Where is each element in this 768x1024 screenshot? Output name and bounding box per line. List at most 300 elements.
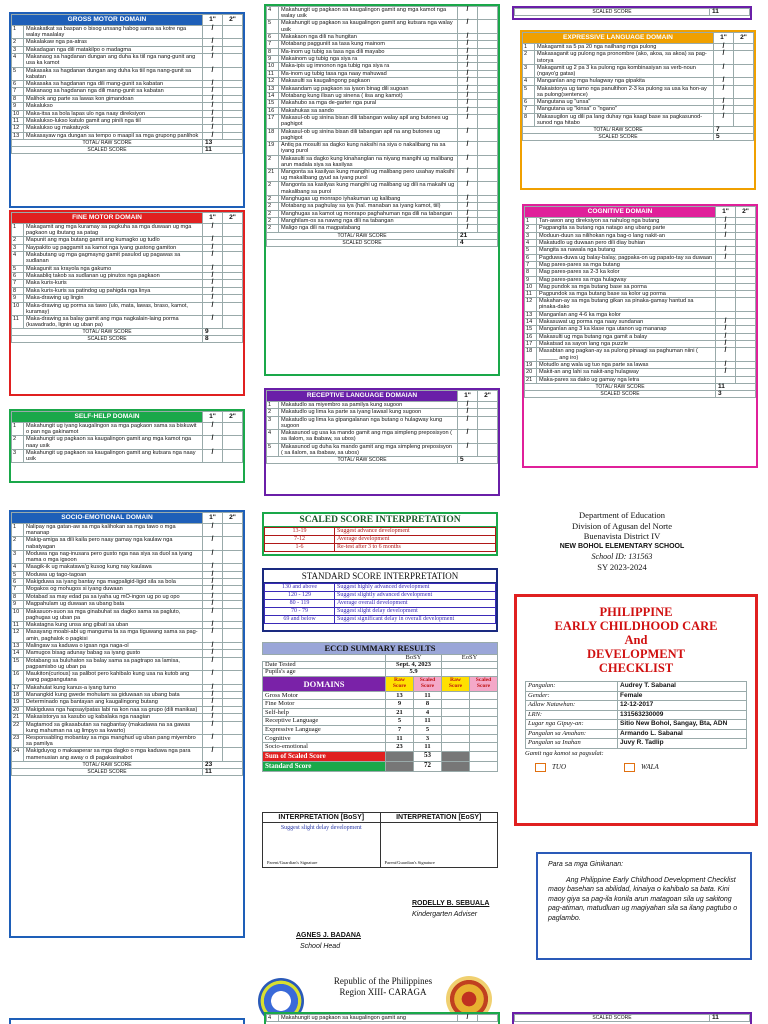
first-eval-check[interactable]: / [203,748,223,761]
second-eval-check[interactable] [734,113,754,126]
first-eval-check[interactable]: / [714,99,734,106]
first-eval-check[interactable]: / [458,182,478,195]
first-eval-check[interactable]: / [203,657,223,670]
first-eval-check[interactable]: / [203,571,223,578]
first-eval-check[interactable]: / [458,115,478,128]
second-eval-check[interactable] [736,361,756,368]
second-eval-check[interactable] [223,650,243,657]
second-eval-check[interactable] [734,64,754,77]
second-eval-check[interactable] [478,41,498,48]
first-eval-check[interactable]: / [203,721,223,734]
item-text: Makatsad sa sayon lang nga puzzle [537,341,716,348]
first-eval-check[interactable]: / [458,195,478,202]
second-eval-check[interactable] [223,671,243,684]
second-eval-check[interactable] [223,287,243,294]
second-eval-check[interactable] [478,430,498,443]
second-eval-check[interactable] [223,629,243,642]
second-eval-check[interactable] [478,168,498,181]
field-value[interactable]: Juvy R. Tadlip [618,739,747,749]
interp-row [265,600,496,608]
second-eval-check[interactable] [223,714,243,721]
first-eval-check[interactable]: / [716,232,736,239]
second-eval-check[interactable] [223,316,243,329]
first-eval-check[interactable]: / [714,44,734,51]
item-text: Mangonta sa kasilyas kung mangihi ug malibang ug dili na makaihi ug makalibang sa purol [279,182,458,195]
first-eval-check[interactable]: / [203,39,223,46]
item-text: Pagpundok sa mga butang base sa kolor ug porma [537,291,716,298]
second-eval-check[interactable] [478,203,498,210]
second-eval-check[interactable] [736,348,756,361]
cover-title-4: DEVELOPMENT [587,647,685,661]
second-eval-check[interactable] [736,232,756,239]
first-eval-check[interactable]: / [203,280,223,287]
second-eval-check[interactable] [223,244,243,251]
first-eval-check[interactable]: / [458,128,478,141]
first-eval-check[interactable]: / [458,20,478,33]
second-eval-check[interactable] [736,318,756,325]
second-eval-check[interactable] [478,155,498,168]
interp-row [265,528,496,536]
first-eval-check[interactable]: / [203,550,223,563]
message-body: Ang Philippine Early Childhood Development Checklist maoy basehan sa abilidad, kinaiya o kahibalo sa bata. Kini maoy giya sa pag-ila konila arun matagoan sila ug sakitong pag-atiman, matudluan ug magiyahan sila sa ilang pagtubo o paglambo. [548,876,738,922]
second-eval-check[interactable] [223,608,243,621]
second-eval-check[interactable] [223,721,243,734]
item-number: 3 [12,449,24,462]
item-text: Makahungit ug pagkaon sa kaugalingon gamit ang kutsara nga naay usik [24,449,203,462]
item-text: Makalukso-lukso katulo gamit ang pinili nga tiil [24,118,203,125]
cover-title-1: PHILIPPINE [599,605,673,619]
second-eval-check[interactable] [478,33,498,40]
first-eval-check[interactable]: / [458,48,478,55]
first-eval-check[interactable]: / [203,95,223,102]
item-text: Mamugos bisag adunay babag sa iyang gusto [24,650,203,657]
second-eval-check[interactable] [223,95,243,102]
second-eval-check[interactable] [478,402,498,409]
first-eval-check[interactable]: / [203,88,223,95]
item-number: 10 [12,302,24,315]
second-eval-check[interactable] [478,48,498,55]
standard-score-row-value: 72 [414,761,442,771]
first-eval-check[interactable]: / [203,67,223,80]
second-eval-check[interactable] [223,436,243,449]
first-eval-check[interactable]: / [203,706,223,713]
second-eval-check[interactable] [223,564,243,571]
first-eval-check[interactable]: / [716,361,736,368]
second-eval-check[interactable] [478,210,498,217]
second-eval-check[interactable] [478,7,498,20]
second-eval-check[interactable] [223,691,243,698]
item-number: 2 [267,155,279,168]
score-meaning: Suggest slight delay development [335,608,496,616]
second-eval-check[interactable] [734,99,754,106]
second-eval-check[interactable] [734,106,754,113]
second-eval-check[interactable] [223,734,243,747]
second-eval-check[interactable] [736,283,756,290]
first-eval-check[interactable]: / [203,671,223,684]
first-eval-check[interactable] [716,262,736,269]
item-text: Mapunit ang mga butang gamit ang kumagko ug tudlo [24,237,203,244]
first-eval-check[interactable]: / [203,436,223,449]
first-eval-check[interactable]: / [203,244,223,251]
first-eval-check[interactable] [716,291,736,298]
second-eval-check[interactable] [223,280,243,287]
checklist-row [267,409,498,416]
first-eval-check[interactable]: / [203,132,223,139]
first-eval-check[interactable]: / [203,252,223,265]
item-number: 2 [525,225,537,232]
second-eval-check[interactable] [223,699,243,706]
second-eval-check[interactable] [223,132,243,139]
item-text: Maagik-ik ug makatawa'g kusog kung nay kaulawa [24,564,203,571]
first-eval-check[interactable]: / [203,642,223,649]
first-eval-check[interactable]: / [203,103,223,110]
checklist-row [12,748,243,761]
second-eval-check[interactable] [736,376,756,383]
first-eval-check[interactable]: / [458,203,478,210]
raw-score: 7 [386,725,414,734]
first-eval-check[interactable]: / [458,63,478,70]
item-text: Maligo nga dili na magpatabang [279,225,458,232]
adviser-role: Kindergarten Adviser [412,911,478,918]
second-eval-check[interactable] [223,125,243,132]
first-eval-check[interactable]: / [203,423,223,436]
second-eval-check[interactable] [736,311,756,318]
second-eval-check[interactable] [736,218,756,225]
field-value[interactable]: Female [618,691,747,701]
first-eval-check[interactable]: / [458,210,478,217]
second-eval-check[interactable] [478,409,498,416]
second-eval-check[interactable] [223,302,243,315]
second-eval-check[interactable] [223,118,243,125]
second-eval-check[interactable] [223,26,243,39]
item-text: Maka-ipis ug imnonon nga tubig nga siya ra [279,63,458,70]
second-eval-check[interactable] [223,622,243,629]
cognitive-panel [522,204,758,468]
interp-row [265,616,496,624]
standard-score-interpretation [262,568,498,632]
item-number: 4 [12,564,24,571]
first-eval-check[interactable]: / [203,81,223,88]
checklist-row [12,273,243,280]
item-text: Determinado nga bantayan ang kaugalingong butang [24,699,203,706]
first-eval-check[interactable]: / [203,684,223,691]
item-number: 19 [267,142,279,155]
second-eval-check[interactable] [223,273,243,280]
first-eval-check[interactable]: / [716,348,736,361]
first-eval-check[interactable]: / [203,699,223,706]
item-number: 3 [267,416,279,429]
field-value[interactable]: Audrey T. Sabanal [618,682,747,692]
second-eval-check[interactable] [478,115,498,128]
field-value[interactable]: 12-12-2017 [618,701,747,711]
second-eval-check[interactable] [478,142,498,155]
wala-checkbox[interactable] [624,763,635,772]
first-eval-check[interactable]: / [203,608,223,621]
first-eval-check[interactable]: / [203,237,223,244]
standard-score-row-eosy-blank [442,761,470,771]
first-eval-check[interactable]: / [203,302,223,315]
first-eval-check[interactable]: / [458,443,478,456]
first-eval-check[interactable]: / [458,93,478,100]
second-eval-check[interactable] [736,276,756,283]
raw-score-row-label: TOTAL/ RAW SCORE [267,457,458,464]
checklist-row [267,20,498,33]
first-eval-check[interactable]: / [203,537,223,550]
item-number: 6 [525,254,537,261]
second-eval-check[interactable] [223,252,243,265]
first-eval-check[interactable]: / [203,295,223,302]
message-salutation: Para sa mga Ginikanan: [548,861,624,868]
cognitive-table [524,206,756,398]
first-eval-check[interactable] [716,283,736,290]
second-eval-check[interactable] [736,333,756,340]
item-number: 4 [523,78,535,85]
second-eval-check[interactable] [736,247,756,254]
second-eval-check[interactable] [734,44,754,51]
second-eval-check[interactable] [223,684,243,691]
first-eval-check[interactable]: / [458,155,478,168]
second-eval-check[interactable] [223,748,243,761]
second-eval-check[interactable] [478,63,498,70]
first-eval-check[interactable]: / [716,318,736,325]
checklist-row [267,128,498,141]
first-eval-check[interactable]: / [203,622,223,629]
first-eval-check[interactable]: / [203,265,223,272]
item-text: Makahulat kung kanus-a iyang turno [24,684,203,691]
first-eval-check[interactable]: / [458,78,478,85]
second-eval-check[interactable] [223,524,243,537]
first-eval-check[interactable]: / [458,430,478,443]
first-eval-check[interactable]: / [716,247,736,254]
raw-score: 13 [386,691,414,700]
first-eval-check[interactable]: / [203,46,223,53]
first-eval-check[interactable]: / [203,579,223,586]
checklist-row [12,586,243,593]
item-text: Manghugas ug monrapo iyhakuman ug kalibang [279,195,458,202]
item-number: 17 [267,115,279,128]
second-eval-check[interactable] [478,195,498,202]
field-value[interactable]: Sitio New Bohol, Sangay, Bta, ADN [618,720,747,730]
second-eval-check[interactable] [223,295,243,302]
second-eval-check[interactable] [478,100,498,107]
second-eval-check[interactable] [734,51,754,64]
first-eval-check[interactable]: / [458,142,478,155]
first-eval-check[interactable]: / [458,7,478,20]
first-eval-check[interactable]: / [458,107,478,114]
first-eval-check[interactable]: / [203,54,223,67]
first-eval-check[interactable]: / [458,70,478,77]
second-eval-check[interactable] [478,85,498,92]
second-eval-check[interactable] [736,341,756,348]
second-eval-check[interactable] [223,550,243,563]
checklist-row [12,706,243,713]
first-eval-check[interactable]: / [203,691,223,698]
second-eval-check[interactable] [223,265,243,272]
checklist-row [267,168,498,181]
first-eval-check[interactable]: / [716,218,736,225]
first-eval-check[interactable] [716,269,736,276]
first-eval-check[interactable]: / [716,225,736,232]
scaled-label: SCALED SCORE [515,9,710,16]
second-eval-check[interactable] [478,225,498,232]
score-meaning: Suggest highly advanced development [335,584,496,592]
second-eval-check[interactable] [736,291,756,298]
first-eval-check[interactable]: / [458,100,478,107]
checklist-row [12,265,243,272]
first-eval-check[interactable] [716,276,736,283]
second-eval-check[interactable] [736,262,756,269]
second-eval-check[interactable] [223,571,243,578]
field-value[interactable]: 131563230009 [618,710,747,720]
first-eval-check[interactable]: / [203,287,223,294]
checklist-row [267,93,498,100]
first-eval-check[interactable]: / [458,33,478,40]
field-value[interactable]: Armando L. Sabanal [618,729,747,739]
first-eval-check[interactable]: / [716,369,736,376]
checklist-row [12,629,243,642]
division-line: Division of Agusan del Norte [571,520,673,531]
second-eval-check[interactable] [478,217,498,224]
first-eval-check[interactable]: / [458,416,478,429]
second-eval-check[interactable] [223,39,243,46]
second-eval-check[interactable] [223,46,243,53]
first-eval-check[interactable]: / [203,316,223,329]
item-text: Makadagan nga dili matakilpo o madagma [24,46,203,53]
scaled-score-eosy [470,743,498,752]
second-eval-check[interactable] [736,269,756,276]
item-text: Mangutana ug "unsa" [535,99,714,106]
first-eval-check[interactable]: / [458,56,478,63]
second-eval-check[interactable] [223,601,243,608]
second-eval-check[interactable] [223,706,243,713]
item-text: Makatudlo ug lima ka parte sa iyang lawasl kung sugoon [279,409,458,416]
first-eval-check[interactable]: / [714,85,734,98]
first-eval-check[interactable]: / [714,113,734,126]
second-eval-check[interactable] [223,642,243,649]
second-eval-check[interactable] [734,85,754,98]
first-eval-check[interactable]: / [203,26,223,39]
second-eval-check[interactable] [478,128,498,141]
second-eval-check[interactable] [478,78,498,85]
second-eval-check[interactable] [736,298,756,311]
first-eval-check[interactable]: / [716,326,736,333]
first-eval-check[interactable]: / [458,402,478,409]
first-eval-check[interactable]: / [716,341,736,348]
first-eval-check[interactable]: / [203,593,223,600]
second-eval-check[interactable] [223,593,243,600]
second-eval-check[interactable] [223,81,243,88]
checklist-cover [514,594,758,826]
raw-score-header-eosy: Raw Score [442,676,470,691]
first-eval-check[interactable]: / [714,64,734,77]
first-eval-check[interactable]: / [203,601,223,608]
second-eval-check[interactable] [223,103,243,110]
first-eval-check[interactable]: / [458,85,478,92]
second-eval-check[interactable] [736,369,756,376]
col-2nd: 2" [223,15,243,26]
raw-score-row [267,457,498,464]
first-eval-check[interactable]: / [203,586,223,593]
first-eval-check[interactable]: / [203,564,223,571]
first-eval-check[interactable]: / [714,78,734,85]
checklist-row [523,51,754,64]
school-year: SY 2023-2024 [597,561,647,572]
second-eval-check[interactable] [478,443,498,456]
second-eval-check[interactable] [478,416,498,429]
second-eval-check[interactable] [223,54,243,67]
first-eval-check[interactable]: / [716,254,736,261]
second-eval-check[interactable] [478,20,498,33]
second-eval-check[interactable] [478,182,498,195]
first-eval-check[interactable]: / [458,225,478,232]
second-eval-check[interactable] [223,586,243,593]
item-text: Makasaganit ug pulong nga pronombre (ako, akoa, sa akoa) sa pag-istorya [535,51,714,64]
first-eval-check[interactable]: / [203,629,223,642]
second-eval-check[interactable] [478,107,498,114]
second-eval-check[interactable] [478,70,498,77]
first-eval-check[interactable]: / [203,273,223,280]
second-eval-check[interactable] [478,56,498,63]
second-eval-check[interactable] [223,579,243,586]
second-eval-check[interactable] [734,78,754,85]
second-eval-check[interactable] [223,657,243,670]
first-eval-check[interactable]: / [458,168,478,181]
socio-emotional-panel [9,510,245,938]
second-eval-check[interactable] [223,224,243,237]
second-eval-check[interactable] [223,423,243,436]
socio-emotional-table [11,512,243,776]
second-eval-check[interactable] [223,110,243,117]
checklist-row [525,369,756,376]
second-eval-check[interactable] [736,254,756,261]
second-eval-check[interactable] [478,93,498,100]
first-eval-check[interactable]: / [458,41,478,48]
first-eval-check[interactable]: / [203,650,223,657]
first-eval-check[interactable]: / [203,118,223,125]
cover-title-3: And [624,633,648,647]
first-eval-check[interactable]: / [716,333,736,340]
second-eval-check[interactable] [223,67,243,80]
second-eval-check[interactable] [223,88,243,95]
second-eval-check[interactable] [223,237,243,244]
first-eval-check[interactable]: / [203,524,223,537]
first-eval-check[interactable]: / [203,110,223,117]
second-eval-check[interactable] [223,449,243,462]
second-eval-check[interactable] [223,537,243,550]
second-eval-check[interactable] [736,225,756,232]
item-text: Pagpangita sa butang nga natago ang ubang parte [537,225,716,232]
second-eval-check[interactable] [736,326,756,333]
checklist-row [267,182,498,195]
item-text: Antiq pa mosulti sa dagko kung naksihi na siya o nakalibang na sa iyang purol [279,142,458,155]
first-eval-check[interactable]: / [203,449,223,462]
first-eval-check[interactable]: / [203,714,223,721]
item-number: 1 [12,423,24,436]
first-eval-check[interactable]: / [714,106,734,113]
first-eval-check[interactable]: / [458,217,478,224]
first-eval-check[interactable]: / [203,224,223,237]
tuo-checkbox[interactable] [535,763,546,772]
first-eval-check[interactable]: / [458,409,478,416]
first-eval-check[interactable] [716,298,736,311]
first-eval-check[interactable]: / [203,734,223,747]
item-number: 16 [267,107,279,114]
item-text: Maka-pares sa dako ug gamay nga letra [537,376,716,383]
second-eval-check[interactable] [736,240,756,247]
first-eval-check[interactable]: / [714,51,734,64]
first-eval-check[interactable]: / [203,125,223,132]
cover-field-row [526,682,747,692]
